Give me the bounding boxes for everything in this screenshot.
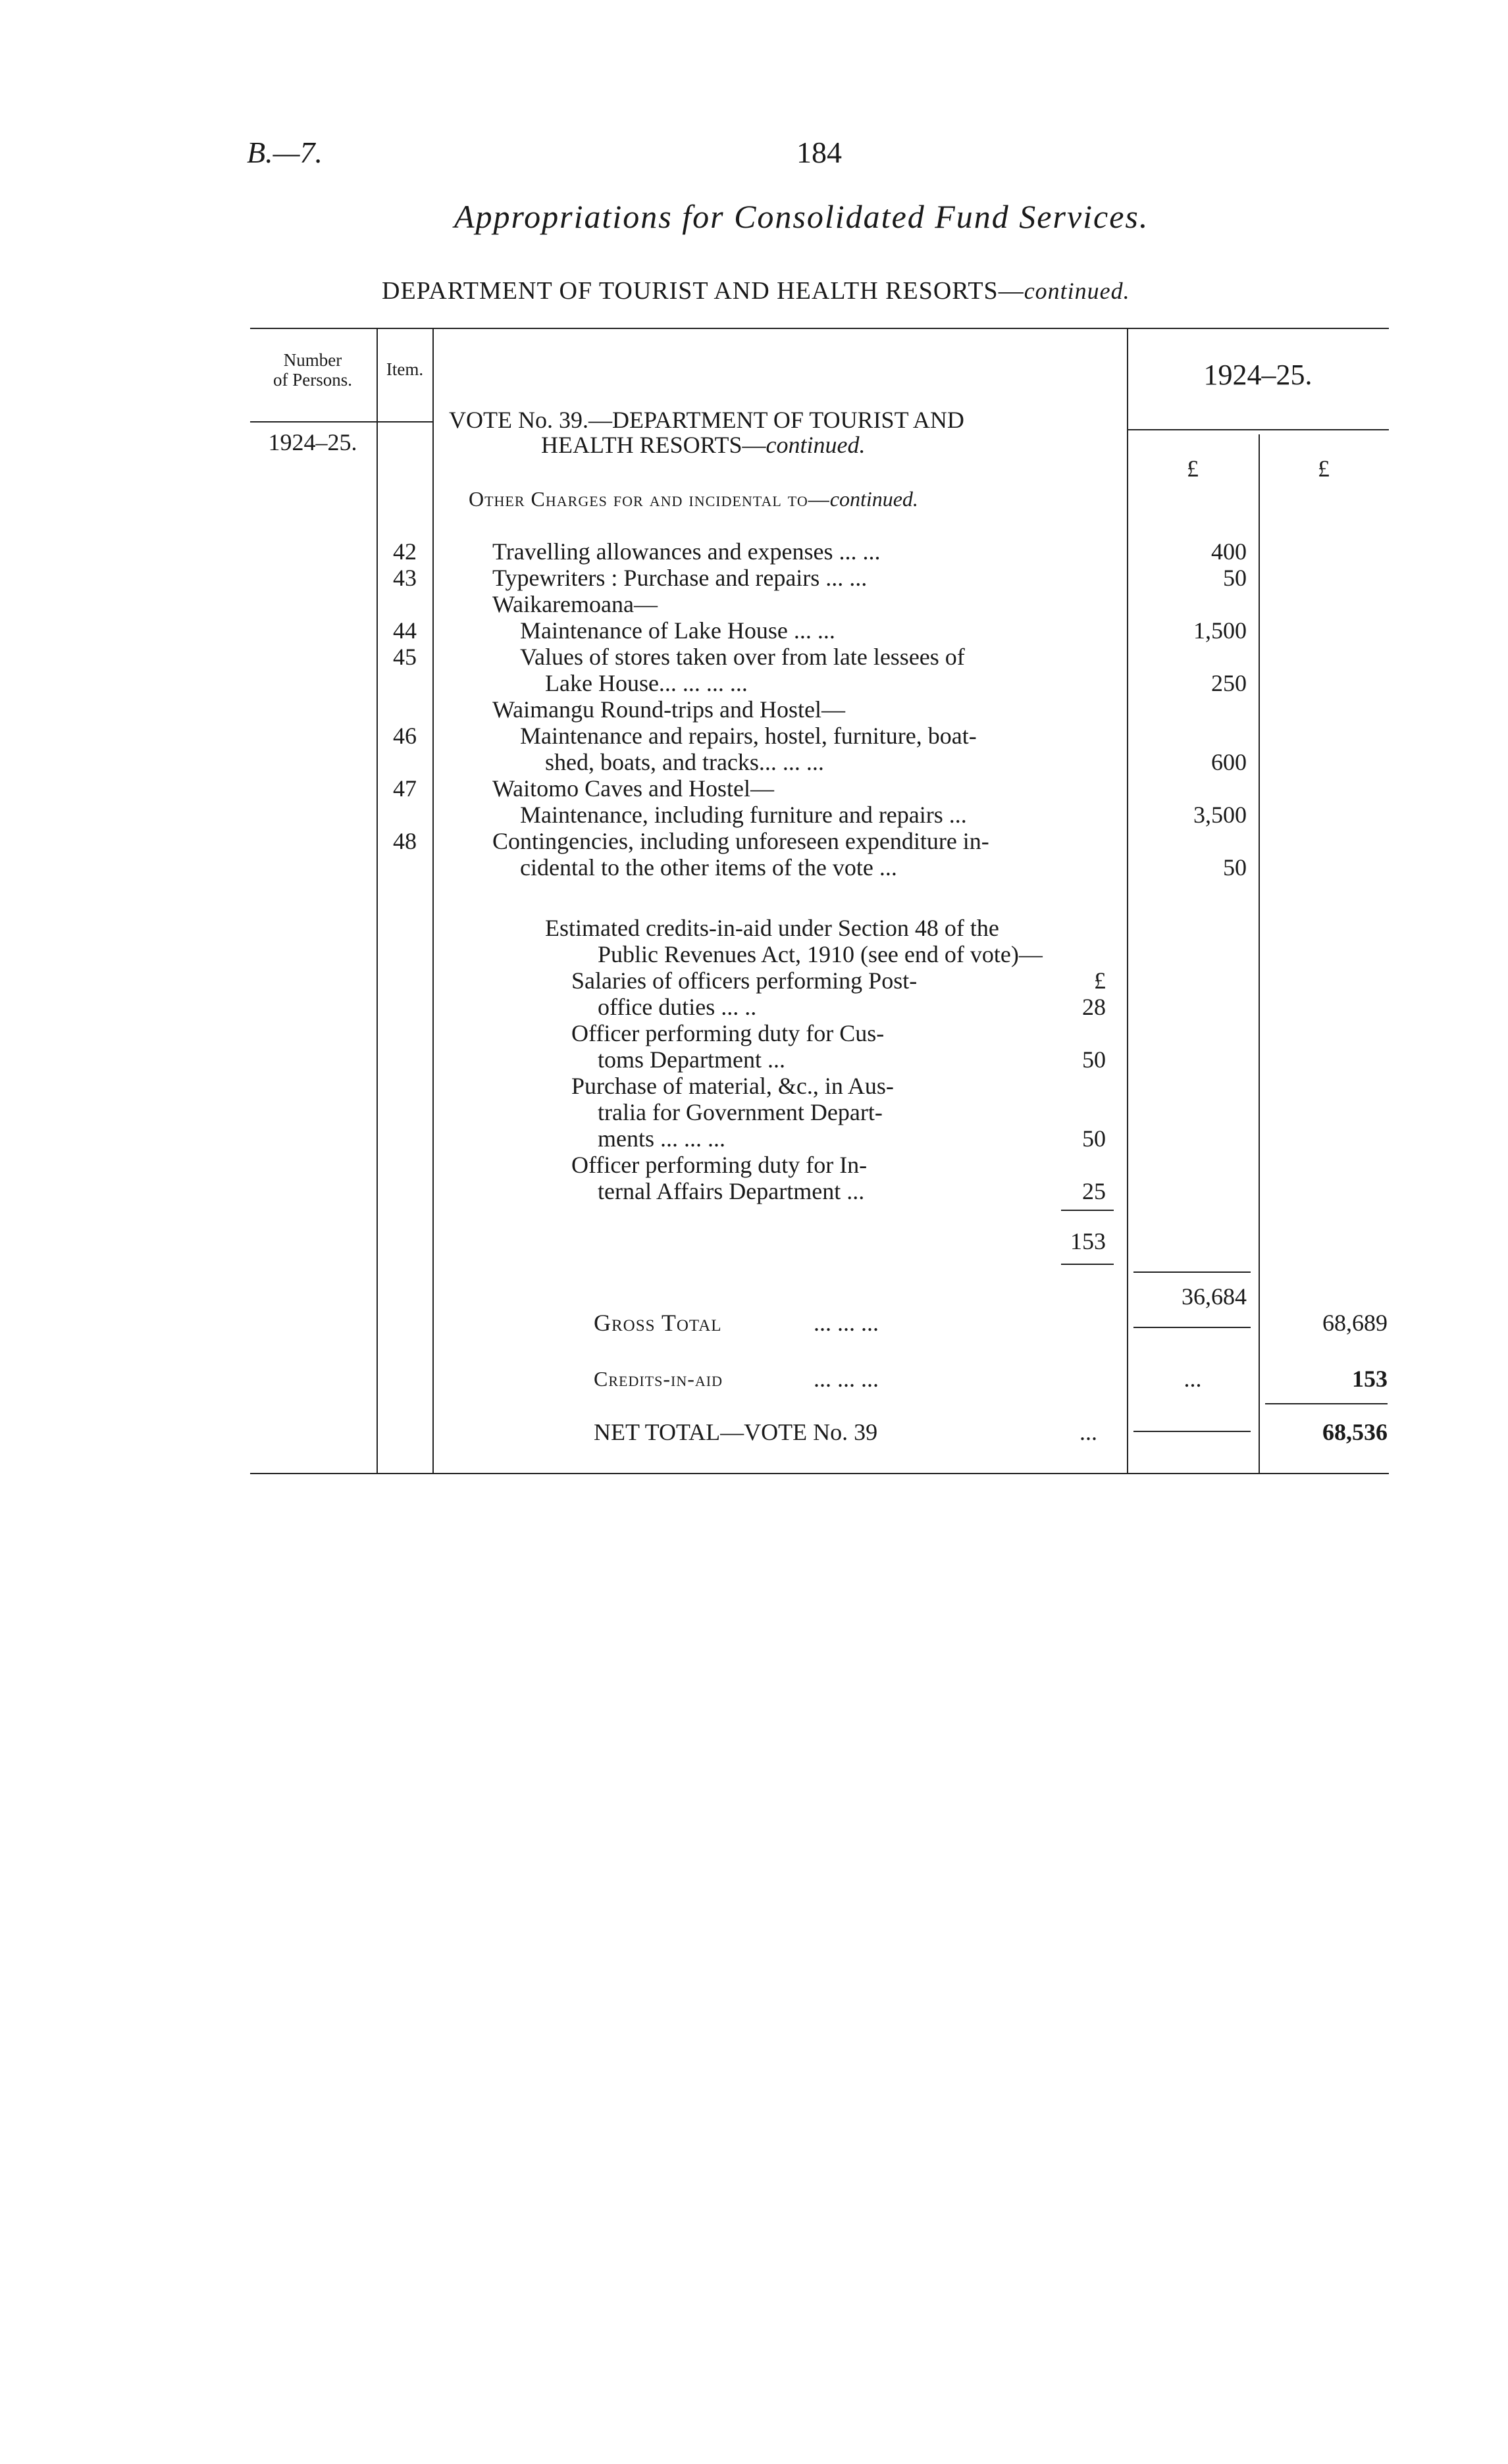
item-no-47: 47 bbox=[393, 775, 417, 802]
group-waitomo: Waitomo Caves and Hostel— bbox=[492, 775, 775, 802]
item-amount-46: 600 bbox=[1211, 749, 1247, 775]
item-amount-45: 250 bbox=[1211, 670, 1247, 696]
subtotal-top-rule bbox=[1133, 1271, 1251, 1273]
credit-line-2: office duties ... .. bbox=[598, 994, 757, 1020]
table-bottom-rule bbox=[250, 1473, 1389, 1474]
gross-total-value: 68,689 bbox=[1322, 1310, 1388, 1336]
vote-subheading bbox=[469, 486, 918, 512]
item-text-46-line2: shed, boats, and tracks... ... ... bbox=[545, 749, 824, 775]
vote-heading-continued: continued. bbox=[766, 432, 866, 458]
persons-year: 1924–25. bbox=[268, 429, 357, 455]
items-subtotal: 36,684 bbox=[1182, 1283, 1247, 1310]
credits-intro-line1: Estimated credits-in-aid under Section 48 of the bbox=[545, 915, 999, 941]
item-amount-47: 3,500 bbox=[1193, 802, 1247, 828]
item-text-45-line2: Lake House... ... ... ... bbox=[545, 670, 748, 696]
credit-amount-internal-affairs: 25 bbox=[1082, 1178, 1106, 1204]
credit-amount-australia: 50 bbox=[1082, 1125, 1106, 1152]
item-text-44: Maintenance of Lake House ... ... bbox=[520, 617, 835, 644]
persons-header-line2: of Persons. bbox=[273, 370, 352, 390]
credits-in-aid-label: Credits-in-aid bbox=[594, 1367, 723, 1391]
net-total-dots: ... bbox=[1079, 1419, 1097, 1445]
table-top-rule bbox=[250, 328, 1389, 329]
department-name: DEPARTMENT OF TOURIST AND HEALTH RESORTS— bbox=[382, 277, 1024, 305]
credits-in-aid-dots: ... ... ... bbox=[814, 1366, 879, 1392]
credit-line-3: Officer performing duty for Cus- bbox=[571, 1020, 885, 1046]
credits-sum-rule bbox=[1061, 1210, 1114, 1211]
page-number: 184 bbox=[796, 136, 842, 169]
item-text-42: Travelling allowances and expenses ... ... bbox=[492, 538, 881, 565]
credits-subtotal: 153 bbox=[1070, 1228, 1106, 1254]
item-text-48-line1: Contingencies, including unforeseen expenditure in- bbox=[492, 828, 989, 854]
credits-in-aid-value: 153 bbox=[1352, 1366, 1388, 1392]
credit-line-5: Purchase of material, &c., in Aus- bbox=[571, 1073, 894, 1099]
net-total-mid-rule bbox=[1133, 1431, 1251, 1432]
item-no-46: 46 bbox=[393, 723, 417, 749]
gross-total-dots: ... ... ... bbox=[814, 1310, 879, 1336]
credits-intro-line2: Public Revenues Act, 1910 (see end of vote)— bbox=[598, 941, 1043, 967]
subheading-text: Other Charges for and incidental to— bbox=[469, 487, 830, 511]
item-text-48-line2: cidental to the other items of the vote ... bbox=[520, 854, 897, 881]
item-text-47: Maintenance, including furniture and repairs ... bbox=[520, 802, 967, 828]
item-header: Item. bbox=[386, 359, 424, 379]
item-text-46-line1: Maintenance and repairs, hostel, furniture, boat- bbox=[520, 723, 977, 749]
credits-in-aid-mid-dots: ... bbox=[1183, 1366, 1202, 1392]
group-waimangu: Waimangu Round-trips and Hostel— bbox=[492, 696, 846, 723]
header-under-year bbox=[1127, 429, 1389, 430]
credit-line-6: tralia for Government Depart- bbox=[598, 1099, 883, 1125]
item-no-48: 48 bbox=[393, 828, 417, 854]
credit-line-9: ternal Affairs Department ... bbox=[598, 1178, 865, 1204]
credit-amount-customs: 50 bbox=[1082, 1046, 1106, 1073]
item-text-45-line1: Values of stores taken over from late lessees of bbox=[520, 644, 965, 670]
group-waikaremoana: Waikaremoana— bbox=[492, 591, 658, 617]
persons-column-rule bbox=[377, 328, 378, 1473]
credit-line-8: Officer performing duty for In- bbox=[571, 1152, 868, 1178]
vote-heading-line2 bbox=[541, 432, 866, 458]
item-amount-42: 400 bbox=[1211, 538, 1247, 565]
department-heading bbox=[382, 276, 1130, 305]
credit-amount-post-office: 28 bbox=[1082, 994, 1106, 1020]
pound-sign-col2: £ bbox=[1318, 455, 1330, 482]
credits-total-rule bbox=[1061, 1264, 1114, 1265]
credits-pound-sign: £ bbox=[1094, 967, 1106, 994]
credit-line-7: ments ... ... ... bbox=[598, 1125, 725, 1152]
document-reference: B.—7. bbox=[247, 136, 323, 169]
item-column-rule bbox=[432, 328, 434, 1473]
item-amount-43: 50 bbox=[1223, 565, 1247, 591]
pound-sign-col1: £ bbox=[1187, 455, 1199, 482]
net-total-value: 68,536 bbox=[1322, 1419, 1388, 1445]
item-text-43: Typewriters : Purchase and repairs ... ... bbox=[492, 565, 868, 591]
vote-heading-text: HEALTH RESORTS— bbox=[541, 432, 766, 458]
net-total-label: NET TOTAL—VOTE No. 39 bbox=[594, 1419, 878, 1445]
item-no-44: 44 bbox=[393, 617, 417, 644]
persons-header bbox=[250, 350, 375, 390]
item-amount-44: 1,500 bbox=[1193, 617, 1247, 644]
gross-total-label: Gross Total bbox=[594, 1310, 722, 1336]
page-title: Appropriations for Consolidated Fund Services. bbox=[454, 198, 1149, 235]
vote-heading-line1: VOTE No. 39.—DEPARTMENT OF TOURIST AND bbox=[449, 407, 964, 433]
item-no-45: 45 bbox=[393, 644, 417, 670]
item-no-43: 43 bbox=[393, 565, 417, 591]
department-continued: continued. bbox=[1024, 278, 1130, 304]
credit-line-4: toms Department ... bbox=[598, 1046, 785, 1073]
net-total-top-rule bbox=[1265, 1403, 1388, 1404]
credit-line-1: Salaries of officers performing Post- bbox=[571, 967, 918, 994]
header-under-persons bbox=[250, 421, 432, 423]
item-no-42: 42 bbox=[393, 538, 417, 565]
subtotal-bottom-rule bbox=[1133, 1327, 1251, 1328]
subheading-continued: continued. bbox=[829, 487, 918, 511]
item-amount-48: 50 bbox=[1223, 854, 1247, 881]
year-header: 1924–25. bbox=[1203, 359, 1313, 391]
persons-header-line1: Number bbox=[283, 350, 342, 370]
